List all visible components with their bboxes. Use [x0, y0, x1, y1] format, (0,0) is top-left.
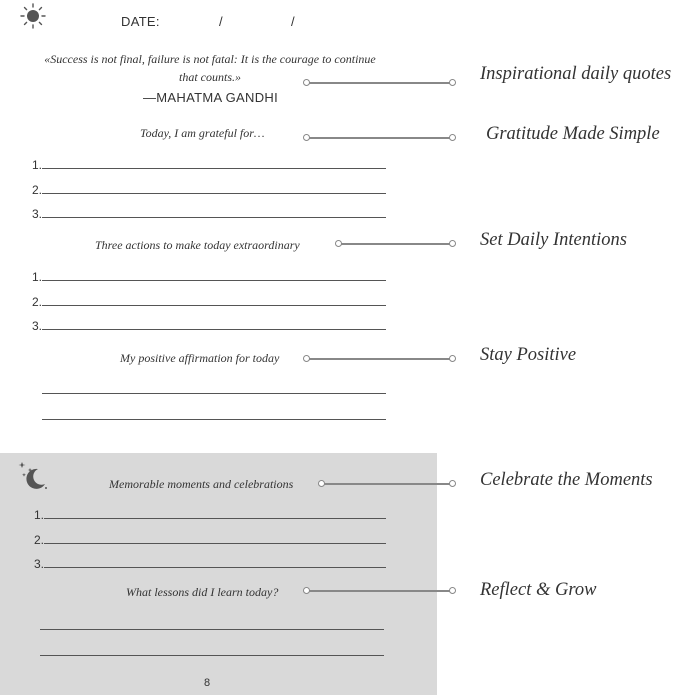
- date-separator-1: /: [219, 14, 223, 29]
- actions-line-1[interactable]: [42, 280, 386, 281]
- gratitude-line-3[interactable]: [42, 217, 386, 218]
- callout-gratitude: Gratitude Made Simple: [486, 124, 660, 144]
- memorable-line-1[interactable]: [44, 518, 386, 519]
- connector-quotes: [308, 82, 453, 84]
- connector-dot-end: [449, 79, 456, 86]
- connector-positive: [308, 358, 453, 360]
- connector-dot-end: [449, 587, 456, 594]
- memorable-number-3: 3.: [34, 557, 45, 571]
- moon-stars-icon: [16, 460, 48, 490]
- connector-dot-start: [335, 240, 342, 247]
- gratitude-line-2[interactable]: [42, 193, 386, 194]
- date-separator-2: /: [291, 14, 295, 29]
- connector-dot-end: [449, 480, 456, 487]
- callout-stay-positive: Stay Positive: [480, 345, 577, 365]
- quote-text: «Success is not final, failure is not fatal: It is the courage to continue that counts.»: [44, 52, 376, 84]
- connector-dot-end: [449, 355, 456, 362]
- actions-prompt: Three actions to make today extraordinary: [95, 238, 300, 252]
- memorable-prompt: Memorable moments and celebrations: [109, 477, 294, 491]
- affirmation-line-2[interactable]: [42, 419, 386, 420]
- lessons-line-1[interactable]: [40, 629, 384, 630]
- memorable-number-2: 2.: [34, 533, 45, 547]
- gratitude-number-1: 1.: [32, 158, 43, 172]
- gratitude-prompt: Today, I am grateful for…: [140, 126, 265, 140]
- connector-dot-start: [303, 355, 310, 362]
- callout-inspirational-quotes: Inspirational daily quotes: [480, 64, 672, 84]
- memorable-line-3[interactable]: [44, 567, 386, 568]
- connector-dot-start: [303, 587, 310, 594]
- actions-line-3[interactable]: [42, 329, 386, 330]
- actions-line-2[interactable]: [42, 305, 386, 306]
- affirmation-prompt: My positive affirmation for today: [120, 351, 280, 365]
- memorable-line-2[interactable]: [44, 543, 386, 544]
- connector-dot-end: [449, 240, 456, 247]
- sun-icon: [20, 3, 46, 29]
- connector-dot-start: [318, 480, 325, 487]
- memorable-number-1: 1.: [34, 508, 45, 522]
- connector-dot-start: [303, 79, 310, 86]
- actions-number-3: 3.: [32, 319, 43, 333]
- page-number: 8: [204, 677, 211, 689]
- connector-dot-start: [303, 134, 310, 141]
- connector-reflect: [308, 590, 453, 592]
- gratitude-number-3: 3.: [32, 207, 43, 221]
- quote-author: —MAHATMA GANDHI: [143, 90, 278, 105]
- connector-dot-end: [449, 134, 456, 141]
- lessons-line-2[interactable]: [40, 655, 384, 656]
- actions-number-1: 1.: [32, 270, 43, 284]
- actions-number-2: 2.: [32, 295, 43, 309]
- callout-celebrate: Celebrate the Moments: [480, 470, 653, 490]
- date-label: DATE:: [121, 14, 160, 29]
- connector-celebrate: [323, 483, 453, 485]
- lessons-prompt: What lessons did I learn today?: [126, 585, 279, 599]
- callout-reflect: Reflect & Grow: [480, 580, 597, 600]
- connector-intentions: [340, 243, 453, 245]
- affirmation-line-1[interactable]: [42, 393, 386, 394]
- gratitude-line-1[interactable]: [42, 168, 386, 169]
- callout-intentions: Set Daily Intentions: [480, 230, 627, 250]
- connector-gratitude: [308, 137, 453, 139]
- gratitude-number-2: 2.: [32, 183, 43, 197]
